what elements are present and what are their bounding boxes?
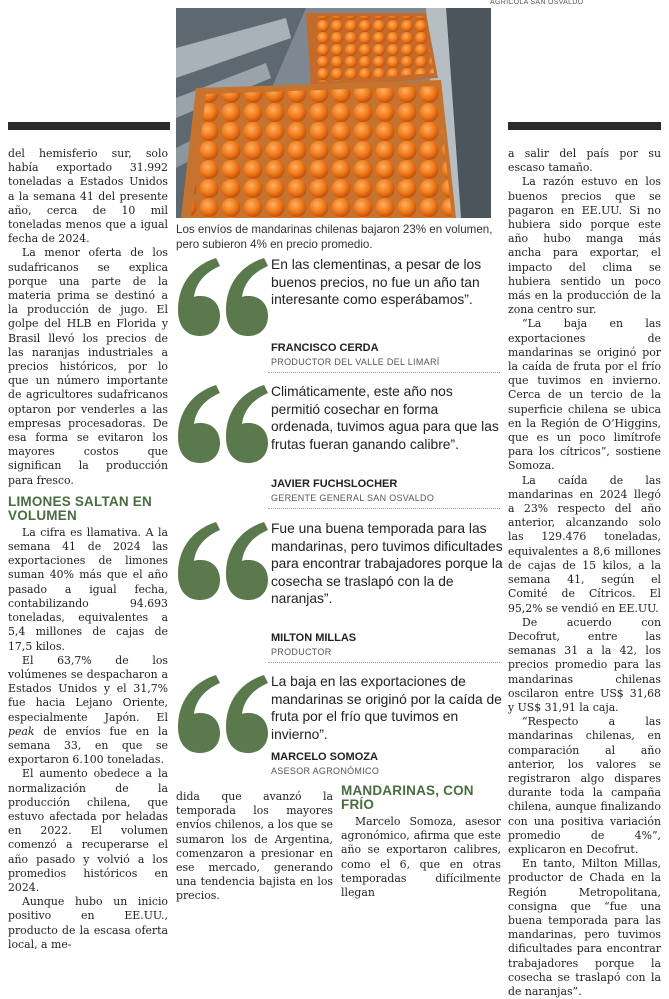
pull-quote-3	[176, 521, 503, 657]
col1-paragraph-1: del hemisferio sur, solo había exportado 31.992 toneladas a Estados Unidos a la semana 41 del presente año, cerca de 10 mil toneladas menos que a igual fecha de 2024.	[8, 147, 168, 246]
col1-paragraph-3: La cifra es llamativa. A la semana 41 de 2024 las exportaciones de limones suman 40% más que el año pasado a igual fecha, contabilizando 94.693 toneladas, equivalentes a 5,4 millones de cajas de 17,5 kilos.	[8, 525, 168, 653]
col1-paragraph-2: La menor oferta de los sudafricanos se explica porque una parte de la materia prima se destinó a la producción de jugo. El golpe del HLB en Florida y Brasil llevó los precios de las naranjas industriales a precios históricos, por lo que un número importante de agricultores sudafricanos optaron por venderles a las empresas procesadoras. De esa forma se evitaron los mayores costos que significan la producción para fresco.	[8, 246, 168, 487]
quote-3-text: Fue una buena temporada para las mandarinas, pero tuvimos dificultades para encontrar trabajadores porque la cosecha se traslapó con la de naranjas”.	[271, 521, 503, 607]
quote-4-name: MARCELO SOMOZA	[271, 751, 378, 763]
quote-2-name: JAVIER FUCHSLOCHER	[271, 478, 398, 490]
col3-paragraph-1: Marcelo Somoza, asesor agronómico, afirma que este año se exportaron calibres, como el 6, que en otras temporadas difícilmente llegan	[341, 815, 501, 900]
column-4	[508, 147, 661, 999]
quote-mark-icon	[176, 522, 271, 602]
col4-paragraph-2: La razón estuvo en los buenos precios que se pagaron en EE.UU. Si no hubiera sido porque este año hubo manga más ancha para exportar, el impacto del clima se hubiera sentido un poco más en la producción de la zona centro sur.	[508, 175, 661, 317]
col4-paragraph-5: De acuerdo con Decofrut, entre las semanas 31 a la 42, los precios promedio para las mandarinas chilenas oscilaron entre US$ 31,68 y US$ 31,91 la caja.	[508, 615, 661, 714]
col4-paragraph-4: La caída de las mandarinas en 2024 llegó a 23% respecto del año anterior, alcanzando solo las 129.476 toneladas, equivalentes a 8,6 millones de cajas de 15 kilos, a la semana 41, según el Comité de Cítricos. El 95,2% se vendió en EE.UU.	[508, 473, 661, 615]
column-2	[176, 790, 333, 904]
photo-credit: AGRÍCOLA SAN OSVALDO	[490, 0, 584, 6]
photo-caption: Los envíos de mandarinas chilenas bajaron 23% en volumen, pero subieron 4% en precio promedio.	[176, 223, 493, 251]
col1-paragraph-6: Aunque hubo un inicio positivo en EE.UU., producto de la escasa oferta local, a me-	[8, 895, 168, 951]
col1-paragraph-5: El aumento obedece a la normalización de la producción chilena, que estuvo afectada por heladas en 2022. El volumen comenzó a recuperarse el año pasado y volvió a los promedios históricos en 2024.	[8, 767, 168, 894]
top-rule-left	[8, 122, 170, 130]
column-3	[341, 784, 501, 900]
pull-quote-2	[176, 384, 501, 503]
quote-1-role: PRODUCTOR DEL VALLE DEL LIMARÍ	[271, 357, 440, 367]
column-1	[8, 147, 168, 952]
col1-p4-text-a: El 63,7% de los volúmenes se despacharon a Estados Unidos y el 31,7% fue hacia Lejano Oriente, especialmente Japón. El	[8, 653, 168, 724]
section-heading-limones: LIMONES SALTAN EN VOLUMEN	[8, 493, 152, 523]
quote-3-role: PRODUCTOR	[271, 647, 332, 657]
quote-3-name: MILTON MILLAS	[271, 632, 357, 644]
col1-p4-text-b: de envíos fue en la semana 33, en que se exportaron 6.100 toneladas.	[8, 724, 168, 767]
quote-4-text: La baja en las exportaciones de mandarinas se originó por la caída de fruta por el frío que tuvimos en invierno”.	[271, 674, 502, 742]
quote-1-name: FRANCISCO CERDA	[271, 342, 379, 354]
quote-divider	[268, 662, 500, 663]
col1-p4-peak: peak	[8, 724, 35, 738]
quote-2-text: Climáticamente, este año nos permitió cosechar en forma ordenada, tuvimos agua para que las frutas fueran ganando calibre”.	[271, 384, 499, 452]
quote-divider	[268, 508, 500, 509]
quote-2-role: GERENTE GENERAL SAN OSVALDO	[271, 493, 435, 503]
quote-1-text: En las clementinas, a pesar de los buenos precios, no fue un año tan interesante como esperábamos”.	[271, 257, 482, 308]
mandarin-photo	[176, 8, 491, 218]
top-rule-right	[508, 122, 661, 130]
col4-paragraph-6: “Respecto a las mandarinas chilenas, en comparación al año anterior, los valores se registraron algo dispares durante toda la campaña chilena, aunque finalizando con una positiva variación promedio de 4%”, explicaron en Decofrut.	[508, 715, 661, 856]
quote-mark-icon	[176, 675, 271, 755]
pull-quote-1	[176, 258, 501, 368]
pull-quote-4	[176, 675, 501, 785]
quote-divider	[268, 372, 500, 373]
col2-paragraph-1: dida que avanzó la temporada los mayores envíos chilenos, a los que se sumaron los de Argentina, comenzaron a presionar en ese mercado, generando una tendencia bajista en los precios.	[176, 790, 333, 903]
col4-paragraph-3: “La baja en las exportaciones de mandarinas se originó por la caída de fruta por el frío que tuvimos en invierno. Cerca de un tercio de la superficie chilena se ubica en la Región de O’Higgins, que es un poco limítrofe para los cítricos”, sostiene Somoza.	[508, 317, 661, 473]
mandarin-crates-illustration	[176, 8, 491, 218]
quote-4-role: ASESOR AGRONÓMICO	[271, 766, 380, 776]
col1-paragraph-4	[8, 654, 168, 768]
col4-paragraph-1: a salir del país por su escaso tamaño.	[508, 147, 661, 175]
quote-mark-icon	[176, 258, 271, 338]
col4-paragraph-7: En tanto, Milton Millas, productor de Chada en la Región Metropolitana, consigna que “fue una buena temporada para las mandarinas, pero tuvimos dificultades para encontrar trabajadores porque la cosecha se traslapó con la de naranjas”.	[508, 857, 661, 998]
quote-mark-icon	[176, 385, 271, 465]
section-heading-mandarinas: MANDARINAS, CON FRÍO	[341, 783, 474, 812]
